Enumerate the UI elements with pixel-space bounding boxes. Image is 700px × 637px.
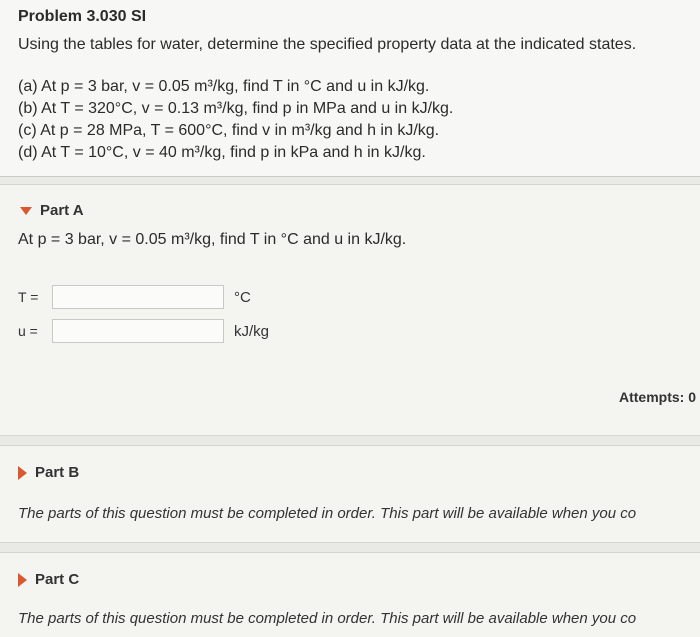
part-a-label: Part A bbox=[40, 202, 84, 219]
problem-item-b: (b) At T = 320°C, v = 0.13 m³/kg, find p in MPa and u in kJ/kg. bbox=[18, 100, 454, 117]
t-label: T = bbox=[18, 289, 39, 305]
t-input[interactable] bbox=[52, 285, 224, 309]
part-c-toggle[interactable] bbox=[18, 571, 79, 588]
caret-down-icon bbox=[20, 207, 32, 215]
part-c-locked-message: The parts of this question must be completed in order. This part will be available when you co bbox=[18, 610, 637, 627]
part-b-panel bbox=[0, 445, 700, 543]
t-unit: °C bbox=[234, 288, 251, 306]
part-c-label: Part C bbox=[35, 571, 80, 588]
u-label: u = bbox=[18, 323, 38, 339]
answer-row-u bbox=[18, 319, 269, 343]
problem-intro: Using the tables for water, determine the specified property data at the indicated states. bbox=[18, 36, 637, 53]
part-b-label: Part B bbox=[35, 464, 80, 481]
answer-row-t bbox=[18, 285, 251, 309]
attempts-counter: Attempts: 0 bbox=[618, 389, 696, 405]
part-a-toggle[interactable] bbox=[20, 202, 84, 219]
problem-statement bbox=[0, 0, 700, 177]
u-unit: kJ/kg bbox=[234, 322, 270, 340]
problem-items bbox=[18, 76, 453, 164]
part-a-panel bbox=[0, 184, 700, 436]
part-c-panel bbox=[0, 552, 700, 637]
u-input[interactable] bbox=[52, 319, 224, 343]
caret-right-icon bbox=[18, 573, 27, 587]
problem-item-c: (c) At p = 28 MPa, T = 600°C, find v in m³/kg and h in kJ/kg. bbox=[18, 122, 440, 139]
part-b-locked-message: The parts of this question must be completed in order. This part will be available when you co bbox=[18, 505, 637, 522]
problem-title: Problem 3.030 SI bbox=[18, 8, 147, 25]
problem-item-a: (a) At p = 3 bar, v = 0.05 m³/kg, find T in °C and u in kJ/kg. bbox=[18, 78, 430, 95]
part-a-question: At p = 3 bar, v = 0.05 m³/kg, find T in °C and u in kJ/kg. bbox=[18, 231, 407, 248]
part-b-toggle[interactable] bbox=[18, 464, 79, 481]
problem-item-d: (d) At T = 10°C, v = 40 m³/kg, find p in kPa and h in kJ/kg. bbox=[18, 144, 426, 161]
caret-right-icon bbox=[18, 466, 27, 480]
